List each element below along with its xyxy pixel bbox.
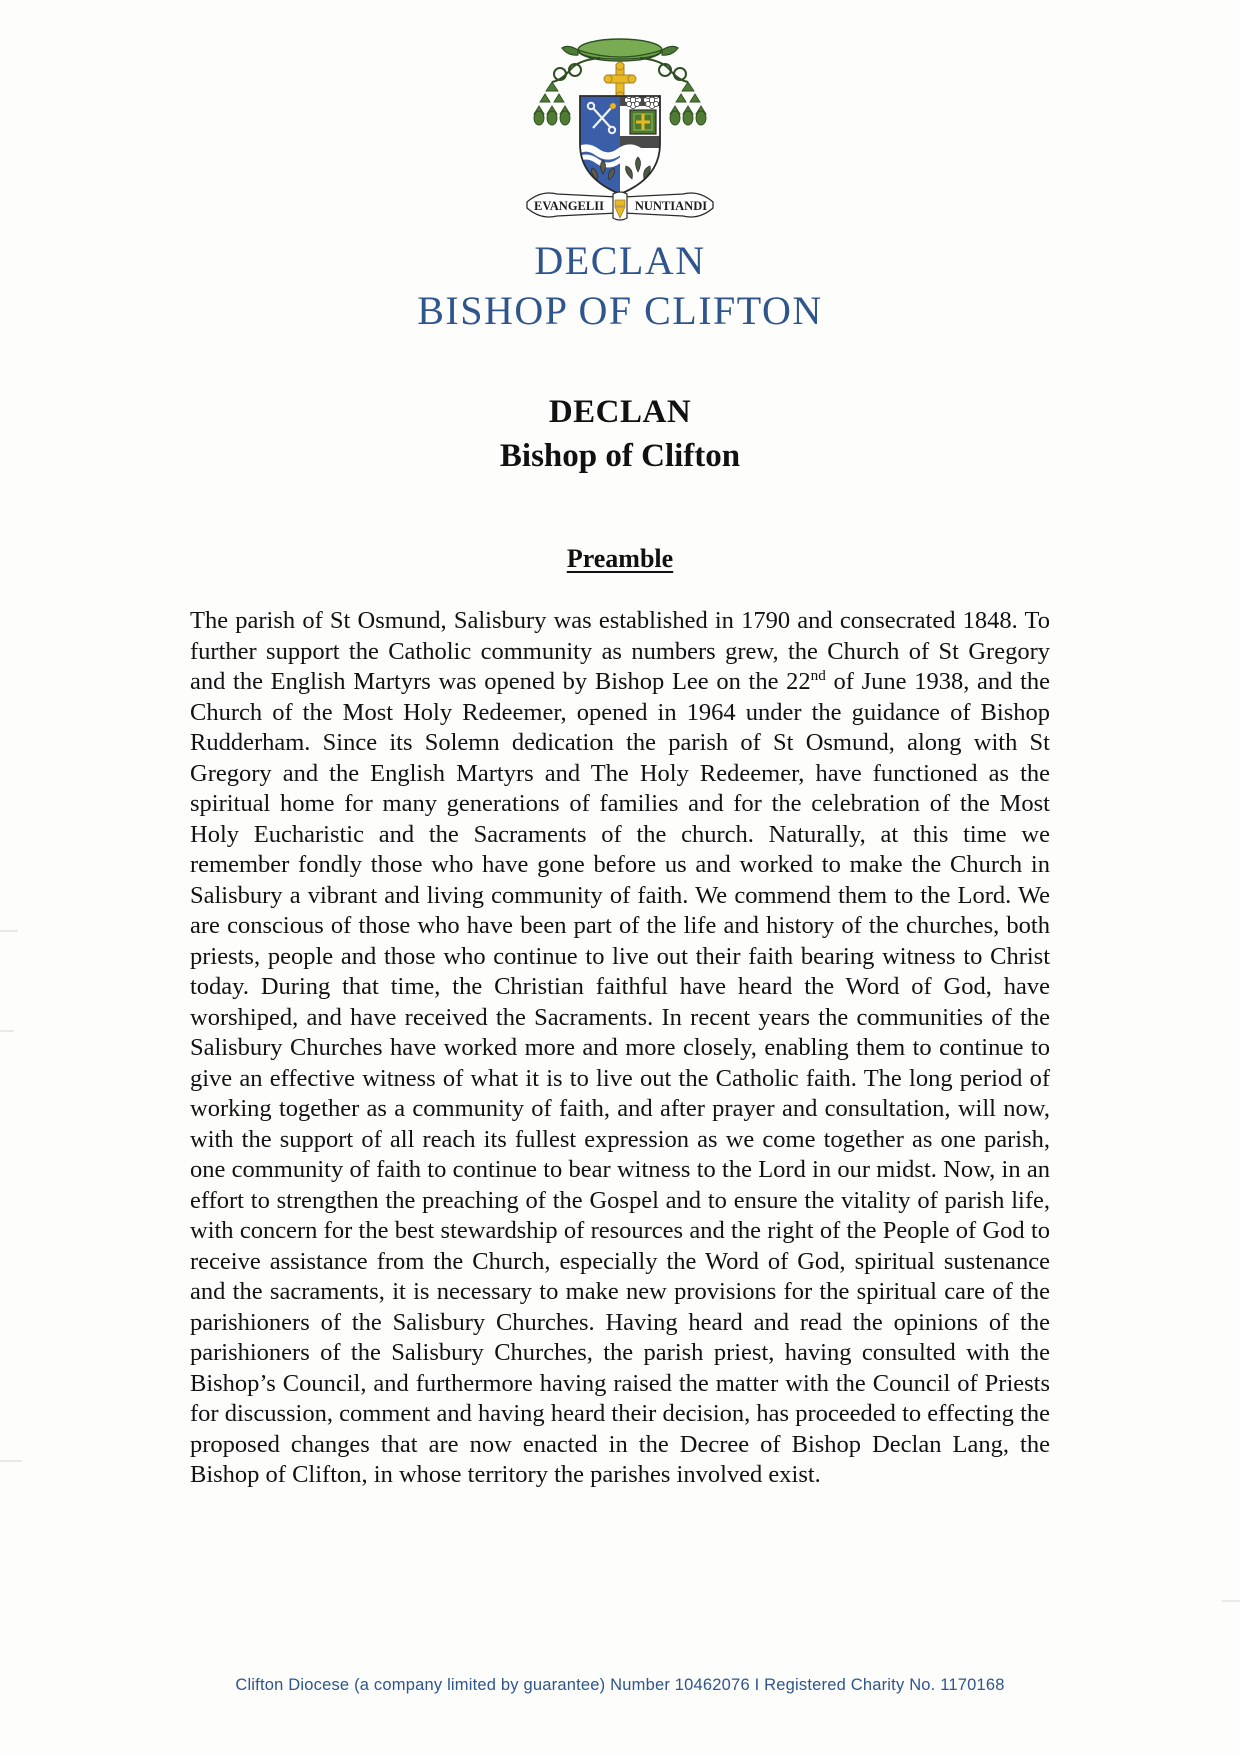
- letterhead: [0, 236, 1240, 336]
- letterhead-title: BISHOP OF CLIFTON: [417, 288, 823, 333]
- motto-right-text: NUNTIANDI: [634, 199, 708, 213]
- scan-artifact: [0, 1030, 14, 1032]
- scan-artifact: [0, 930, 18, 932]
- preamble-paragraph: [190, 606, 1050, 1491]
- section-title-preamble: Preamble: [566, 544, 674, 573]
- motto-left-text: EVANGELII: [534, 199, 604, 213]
- crest-container: [0, 0, 1240, 222]
- paragraph-part-2: of June 1938, and the Church of the Most Holy Redeemer, opened in 1964 under the guidance of Bishop Rudderham. Since its Solemn dedication the parish of St Osmund, along with St Gregory and the English Martyrs and The Holy Redeemer, have functioned as the spiritual home for many generations of families and for the celebration of the Most Holy Eucharistic and the Sacraments of the church. Naturally, at this time we remember fondly those who have gone before us and worked to make the Church in Salisbury a vibrant and living community of faith. We commend them to the Lord. We are conscious of those who have been part of the life and history of the churches, both priests, people and those who continue to live out their faith bearing witness to Christ today. During that time, the Christian faithful have heard the Word of God, have worshiped, and have received the Sacraments. In recent years the communities of the Salisbury Churches have worked more and more closely, enabling them to continue to give an effective witness of what it is to live out the Catholic faith. The long period of working together as a community of faith, and after prayer and consultation, will now, with the support of all reach its fullest expression as we come together as one parish, one community of faith to continue to bear witness to the Lord in our midst. Now, in an effort to strengthen the preaching of the Gospel and to ensure the vitality of parish life, with concern for the best stewardship of resources and the right of the People of God to receive assistance from the Church, especially the Word of God, spiritual sustenance and the sacraments, it is necessary to make new provisions for the spiritual care of the parishioners of the Salisbury Churches. Having heard and read the opinions of the parishioners of the Salisbury Churches, the parish priest, having consulted with the Bishop’s Council, and furthermore having raised the matter with the Council of Priests for discussion, comment and having heard their decision, has proceeded to effecting the proposed changes that are now enacted in the Decree of Bishop Declan Lang, the Bishop of Clifton, in whose territory the parishes involved exist.: [190, 668, 1050, 1488]
- footer-legal-text: Clifton Diocese (a company limited by guarantee) Number 10462076 I Registered Charity No. 1170168: [235, 1676, 1005, 1694]
- bishop-coat-of-arms-icon: [505, 34, 735, 222]
- preamble-body: [190, 606, 1050, 1491]
- scan-artifact: [1222, 1600, 1240, 1602]
- paragraph-part-1: The parish of St Osmund, Salisbury was established in 1790 and consecrated 1848. To further support the Catholic community as numbers grew, the Church of St Gregory and the English Martyrs was opened by Bishop Lee on the 22: [190, 607, 1050, 695]
- heading-name: DECLAN: [548, 394, 692, 430]
- document-heading: [0, 390, 1240, 478]
- ordinal-suffix: nd: [810, 666, 826, 684]
- scan-artifact: [0, 1460, 22, 1462]
- heading-title: Bishop of Clifton: [499, 438, 741, 474]
- letterhead-name: DECLAN: [534, 238, 706, 283]
